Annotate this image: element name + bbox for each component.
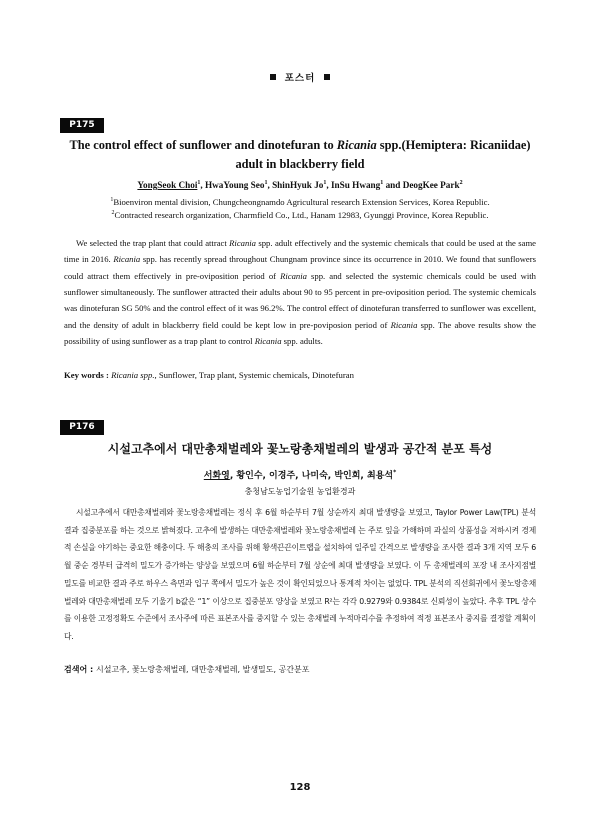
abstract-line: 없었다. TPL 분석의 직선회귀에서 꽃노랑총채벌레와 대만총채벌레 모두 기울기 b값은 “1” 이상으로 집중분포	[64, 578, 536, 606]
affiliation-sup: 2	[111, 210, 115, 216]
poster-badge-p175: P175	[60, 118, 104, 133]
affiliation-sup: 1	[110, 197, 114, 203]
section-header	[0, 70, 600, 84]
author-sup: 2	[459, 180, 463, 186]
abstract-line: Taylor Power Law(TPL) 분석 결과 집중분포를 하는 것으로 밝혀졌다. 고추에 발생하는 대만총채벌레와 꽃노랑총채벌레	[64, 508, 537, 535]
italic-species: Ricania	[229, 238, 256, 248]
author-underlined: 서화영	[203, 471, 230, 481]
title-text: spp.(Hemiptera: Ricaniidae)	[376, 138, 531, 152]
abstract-text: spp. adults.	[281, 336, 323, 347]
p175-title-line1	[62, 136, 538, 155]
author-name: DeogKee Park	[402, 180, 460, 190]
square-bullet-icon	[270, 74, 276, 80]
abstract-text: spp. The above results show the possibility of using sunflower as a trap plant to control	[64, 319, 536, 347]
abstract-line: 시설고추에서 대만총채벌레와 꽃노랑총채벌레는 정식 후 6월 하순부터 7월 상순까지 최대 발생량을 보였고,	[76, 508, 433, 517]
keywords-italic: Ricania spp.	[111, 370, 155, 380]
square-bullet-icon	[324, 74, 330, 80]
p176-authors	[62, 468, 538, 481]
abstract-line: 따른 표본조사를 중지할 수 있는 총채벌레 누적마리수를 추정하여 적정 표본조사 중지를 결정할 계획이다.	[64, 614, 536, 641]
page-number: 128	[289, 782, 311, 793]
abstract-text: spp. adult effectively and the systemic chemicals that could be used at the same time in 2016.	[64, 238, 536, 265]
p176-title: 시설고추에서 대만총채벌레와 꽃노랑총채벌레의 발생과 공간적 분포 특성	[107, 442, 493, 456]
author-sup: *	[393, 469, 397, 476]
keywords-label: 검색어 :	[64, 665, 96, 674]
p175-abstract	[64, 235, 536, 349]
author-name: HwaYoung Seo	[204, 180, 265, 190]
p176-affiliation: 충청남도농업기술원 농업환경과	[244, 487, 356, 496]
author-sup: 1	[264, 180, 268, 186]
abstract-line: 는 주로 잎을 가해하며 과실의 상품성을 저하시켜 경제적 손실을 야기하는 중요한 해충이다. 두 해충의 조사를	[64, 525, 537, 553]
p176-keywords	[64, 664, 536, 675]
p175-title-line2: adult in blackberry field	[235, 157, 365, 171]
author-name: YongSeok Choi	[137, 180, 198, 190]
title-italic-species: Ricania	[336, 138, 377, 152]
poster-badge-p176: P176	[60, 420, 104, 435]
p175-keywords	[64, 370, 536, 380]
keywords-text: 시설고추, 꽃노랑총채벌레, 대만총채벌레, 발생밀도, 공간분포	[95, 665, 310, 674]
abstract-line: 위해 황색끈끈이트랩을 설치하여 일주일 간격으로 발생량을 조사한 결과 3개 지역 모두 6월 중순 경부터 급격히	[64, 543, 537, 571]
affiliation-line: $^1$Bioenviron mental division, Chungcheongnamdo Agricultural research Extension Services, Korea Republic.	[110, 197, 490, 207]
p176-abstract	[64, 504, 536, 646]
keywords-label: Key words :	[64, 370, 112, 380]
author-name: ShinHyuk Jo	[272, 180, 324, 190]
p175-affiliations	[62, 196, 538, 222]
abstract-line: 양상을 보였고 R²는 각각 0.9279와 0.9384로 신뢰성이 높았다. 추후 TPL 상수를 이용한 고정정확도 수준에서 조사주에	[64, 596, 536, 624]
italic-species: Ricania	[113, 254, 141, 265]
section-header-label: 포스터	[284, 73, 316, 84]
abstract-text: spp. has recently spread throughout Chungnam province since its occurrence in 2010. We found that sunflowers could attract them effectively in pre-oviposition period of	[64, 254, 536, 281]
abstract-line: 밀도가 증가하는 양상을 보였으며 6월 하순부터 7월 상순에 최대 발생량을 보였다. 이 두 총채벌레의 포장 내	[140, 561, 497, 571]
affiliation-line: $^2$Contracted research organization, Charmfield Co., Ltd., Hanam 12983, Gyunggi Province, Korea Republic.	[111, 210, 489, 220]
title-text: The control effect of sunflower and dinotefuran to	[69, 138, 337, 152]
italic-species: Ricania	[280, 270, 307, 281]
author-sup: 1	[323, 180, 327, 186]
p175-title	[62, 136, 538, 174]
author-sup: 1	[197, 180, 201, 186]
italic-species: Ricania	[390, 319, 418, 330]
abstract-text: We selected the trap plant that could attract	[76, 238, 230, 248]
author-name: InSu Hwang	[330, 180, 381, 190]
keywords-text: , Sunflower, Trap plant, Systemic chemicals, Dinotefuran	[154, 370, 354, 380]
abstract-text: spp. and selected the systemic chemicals could be used with sunflower simultaneously. The sunflower attracted their adults about 90 to 95 percent in pre-oviposition period. The systemic chemicals was dinotefuran SG 50% and the control effect of it was 96.2%. The control effect of dinotefuran transferred to sunflower was excellent, and the density of adult in blackberry field could be kept low in pre-poviposion period of	[64, 270, 536, 330]
author-sup: 1	[380, 180, 384, 186]
p175-authors: YongSeok Choi$^1$, HwaYoung Seo$^1$, ShinHyuk Jo$^1$, InSu Hwang$^1$ and DeogKee Park$^2$	[137, 180, 463, 190]
abstract-line: 조사지점별 밀도를 비교한 결과 주로 하우스 측면과 입구 쪽에서 밀도가 높은 것이 확인되었으나 통계적 차이는	[64, 561, 537, 588]
authors-text: , 황인수, 이경주, 나미숙, 박인희, 최용석	[229, 471, 394, 481]
italic-species: Ricania	[254, 336, 282, 347]
